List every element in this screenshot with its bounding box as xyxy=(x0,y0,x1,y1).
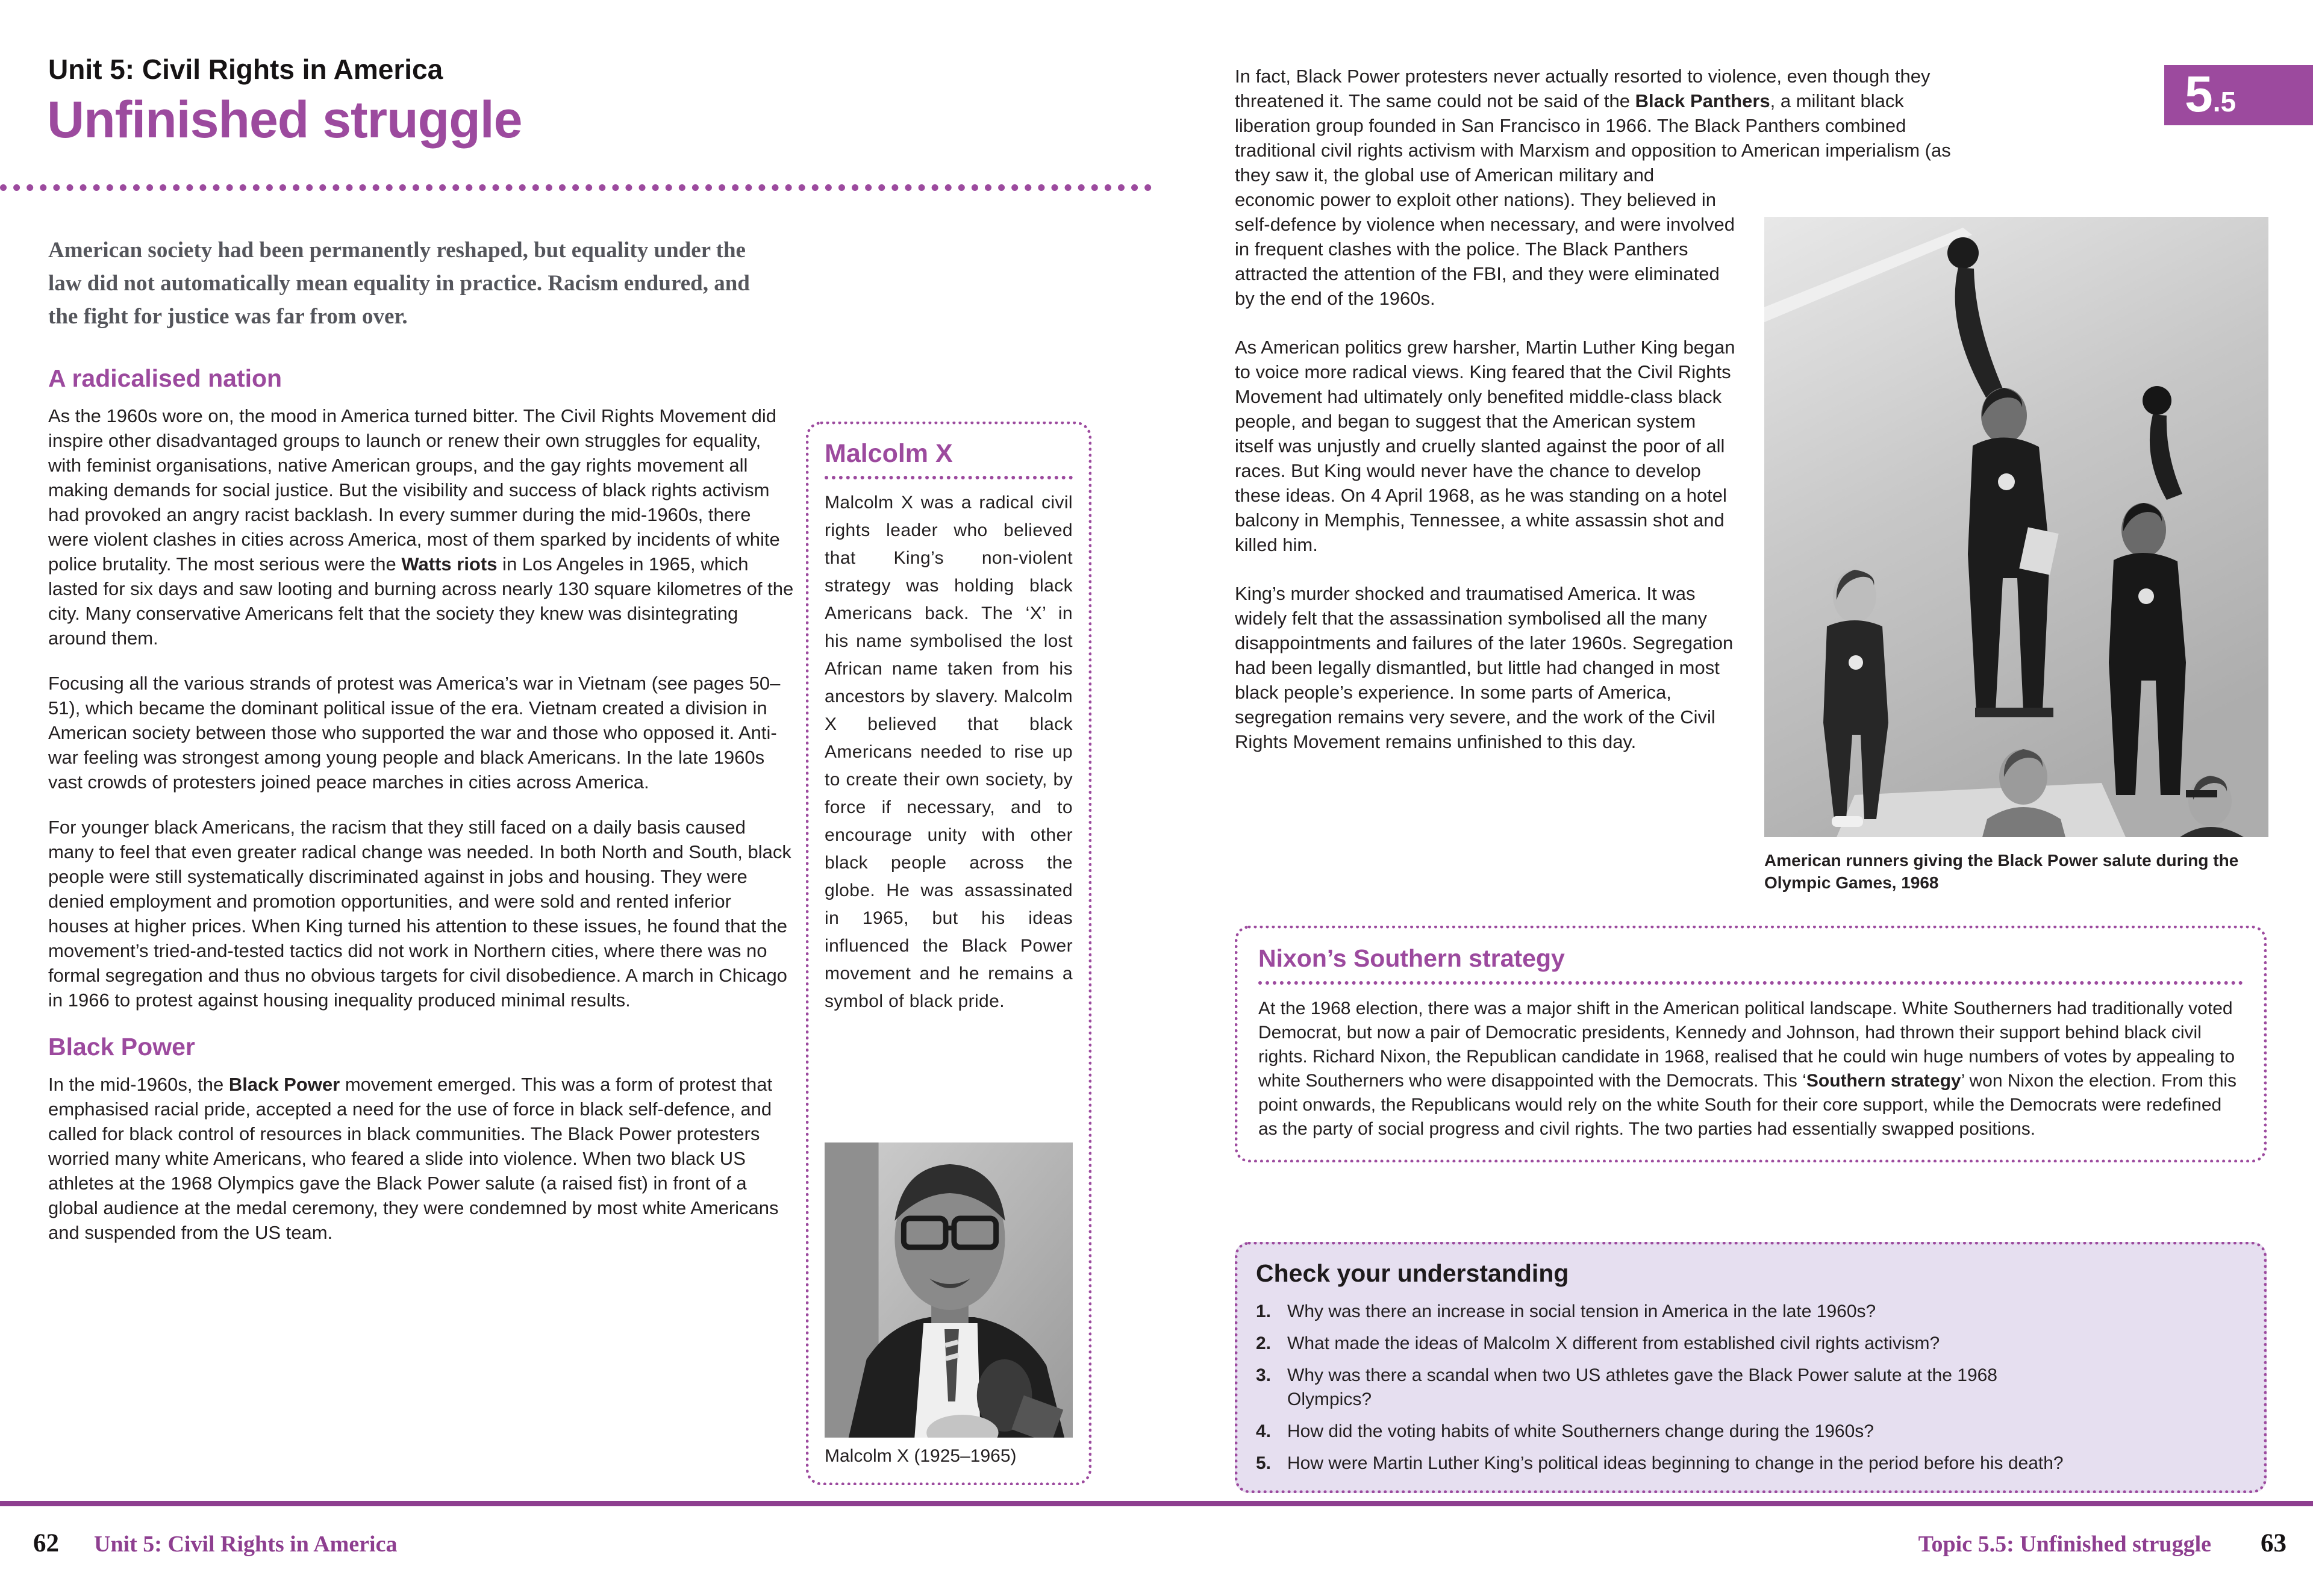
topic-number-main: 5 xyxy=(2185,66,2213,122)
olympics-photo-figure xyxy=(1764,217,2268,894)
bold-term-black-panthers: Black Panthers xyxy=(1635,90,1770,111)
intro-text: American society had been permanently reshaped, but equality under the law did not automatically mean equality in practice. Racism endured, and the fight for justice was far from over. xyxy=(48,238,750,329)
bold-term-black-power: Black Power xyxy=(228,1074,340,1095)
check-box-title: Check your understanding xyxy=(1256,1259,1569,1287)
paragraph-text: global use of American military and economic power to exploit other nations). They believed in self-defence by violence when necessary, and were involved in frequent clashes with the police. The Black Panthers attracted the attention of the FBI, and they were eliminated by the end of the 1960s. xyxy=(1235,164,1735,309)
footer-left xyxy=(33,1529,397,1558)
olympics-photo-caption: American runners giving the Black Power salute during the Olympic Games, 1968 xyxy=(1764,851,2239,892)
question-text: Why was there an increase in social tension in America in the late 1960s? xyxy=(1287,1301,1876,1321)
bold-term-watts-riots: Watts riots xyxy=(401,553,498,575)
footer-rule xyxy=(0,1501,2313,1506)
unit-title: Unit 5: Civil Rights in America xyxy=(48,54,443,85)
topic-number-badge xyxy=(2164,65,2313,125)
footer-topic-text: Topic 5.5: Unfinished struggle xyxy=(1918,1532,2211,1557)
page-number-left: 62 xyxy=(33,1529,59,1557)
left-page-column xyxy=(48,234,795,1265)
footer-right xyxy=(1918,1529,2286,1558)
question-text: How were Martin Luther King’s political ideas beginning to change in the period before his death? xyxy=(1287,1453,2064,1473)
paragraph-text: movement emerged. This was a form of protest that emphasised racial pride, accepted a need for the use of force in black self-defence, and called for black control of resources in black communities. The Black Power protesters worried many white Americans, who feared a slide into violence. When two black US athletes at the 1968 Olympics gave the Black Power salute (a raised fist) in front of a global audience at the medal ceremony, they were condemned by most white Americans and suspended from the US team. xyxy=(48,1074,779,1243)
question-number: 1. xyxy=(1256,1301,1272,1321)
question-number: 5. xyxy=(1256,1453,1272,1473)
question-item xyxy=(1256,1332,2243,1356)
paragraph-text: ’ won Nixon the election. From this point onwards, the Republicans would rely on the white South for their core support, while the Democrats were redefined as the party of social progress and civil rights. The two parties had essentially swapped positions. xyxy=(1258,1071,2237,1139)
paragraph-text: , a militant black liberation group founded in San Francisco in 1966. The Black Panthers combined traditional civil rights activism with Marxism and opposition to American imperialism (as they saw it, the xyxy=(1235,90,1951,185)
malcolm-x-box xyxy=(806,422,1091,1485)
paragraph: As American politics grew harsher, Martin Luther King began to voice more radical views. King feared that the Civil Rights Movement had ultimately only benefited middle-class black people, and began to suggest that the American system itself was unjustly and cruelly slanted against the poor of all races. But King would never have the chance to develop these ideas. On 4 April 1968, as he was standing on a hotel balcony in Memphis, Tennessee, a white assassin shot and killed him. xyxy=(1235,337,1735,555)
paragraph: Focusing all the various strands of protest was America’s war in Vietnam (see pages 50–51), which became the dominant political issue of the era. Vietnam created a division in American society between those who supported the war and those who opposed it. Anti-war feeling was strongest among young people and black Americans. In the late 1960s vast crowds of protesters joined peace marches in cities across America. xyxy=(48,673,781,793)
question-item xyxy=(1256,1420,2243,1444)
check-understanding-box xyxy=(1235,1242,2267,1493)
paragraph-text: In fact, Black Power protesters never actually resorted to violence, even though they threatened it. The same could not be said of the xyxy=(1235,66,1931,111)
question-item xyxy=(1256,1300,2243,1324)
paragraph xyxy=(48,404,795,650)
box-spacer xyxy=(825,1015,1073,1142)
olympics-photo xyxy=(1764,217,2268,837)
section-heading-radicalised-nation: A radicalised nation xyxy=(48,364,282,392)
malcolm-x-photo-caption: Malcolm X (1925–1965) xyxy=(825,1446,1017,1466)
question-text: Why was there a scandal when two US athletes gave the Black Power salute at the 1968 Olympics? xyxy=(1287,1365,1997,1409)
paragraph: King’s murder shocked and traumatised America. It was widely felt that the assassination symbolised all the many disappointments and failures of the later 1960s. Segregation had been legally dismantled, but little had changed in most black people’s experience. In some parts of America, segregation remains very severe, and the work of the Civil Rights Movement remains unfinished to this day. xyxy=(1235,583,1734,752)
question-item xyxy=(1256,1451,2243,1476)
paragraph-text: in Los Angeles in 1965, which lasted for six days and saw looting and burning across nearly 130 square kilometres of the city. Many conservative Americans felt that the society they knew was disintegrating around them. xyxy=(48,553,794,649)
footer-unit-text: Unit 5: Civil Rights in America xyxy=(94,1532,398,1557)
paragraph-text: At the 1968 election, there was a major shift in the American political landscape. White Southerners had traditionally voted Democrat, but now a pair of Democratic presidents, Kennedy and Johnson, had thrown their support behind black civil rights. Richard Nixon, the Republican candidate in 1968, realised that he could win huge numbers of votes by appealing to white Southerners who were disappointed with the Democrats. This ‘ xyxy=(1258,999,2235,1091)
nixon-box-title: Nixon’s Southern strategy xyxy=(1258,944,2243,985)
malcolm-x-photo xyxy=(825,1142,1073,1438)
question-text: What made the ideas of Malcolm X different from established civil rights activism? xyxy=(1287,1333,1940,1353)
question-item xyxy=(1256,1364,2243,1412)
bold-term-southern-strategy: Southern strategy xyxy=(1806,1071,1961,1091)
page-number-right: 63 xyxy=(2261,1529,2286,1557)
title-dotted-rule xyxy=(0,184,1152,191)
question-number: 2. xyxy=(1256,1333,1272,1353)
malcolm-x-box-text: Malcolm X was a radical civil rights leader who believed that King’s non-violent strategy was holding black Americans back. The ‘X’ in his name symbolised the lost African name taken from his ancestors by slavery. Malcolm X believed that black Americans needed to rise up to create their own society, by force if necessary, and to encourage unity with other black people across the globe. He was assassinated in 1965, but his ideas influenced the Black Power movement and he remains a symbol of black pride. xyxy=(825,493,1073,1011)
malcolm-x-box-title: Malcolm X xyxy=(825,439,1073,479)
topic-number-sub: .5 xyxy=(2212,86,2237,117)
question-number: 3. xyxy=(1256,1365,1272,1385)
paragraph xyxy=(48,1072,795,1245)
question-text: How did the voting habits of white Southerners change during the 1960s? xyxy=(1287,1421,1874,1441)
paragraph-text: In the mid-1960s, the xyxy=(48,1074,229,1095)
paragraph-text: As the 1960s wore on, the mood in America turned bitter. The Civil Rights Movement did inspire other disadvantaged groups to launch or renew their own struggles for equality, with feminist organisations, native American groups, and the gay rights movement all making demands for social justice. But the visibility and success of black rights activism had provoked an angry racist backlash. In every summer during the mid-1960s, there were violent clashes in cities across America, most of them sparked by incidents of white police brutality. The most serious were the xyxy=(48,405,780,575)
section-heading-black-power: Black Power xyxy=(48,1033,195,1061)
paragraph: For younger black Americans, the racism that they still faced on a daily basis caused many to feel that even greater radical change was needed. In both North and South, black people were still systematically discriminated against in jobs and housing. They were denied employment and promotion opportunities, and were sold and rented inferior houses at higher prices. When King turned his attention to these issues, he found that the movement’s tried-and-tested tactics did not work in Northern cities, where there was no formal segregation and thus no obvious targets for civil disobedience. A march in Chicago in 1966 to protest against housing inequality produced minimal results. xyxy=(48,817,791,1011)
nixon-strategy-box xyxy=(1235,926,2267,1162)
nixon-box-text xyxy=(1258,997,2243,1141)
question-number: 4. xyxy=(1256,1421,1272,1441)
page-title: Unfinished struggle xyxy=(47,91,522,149)
